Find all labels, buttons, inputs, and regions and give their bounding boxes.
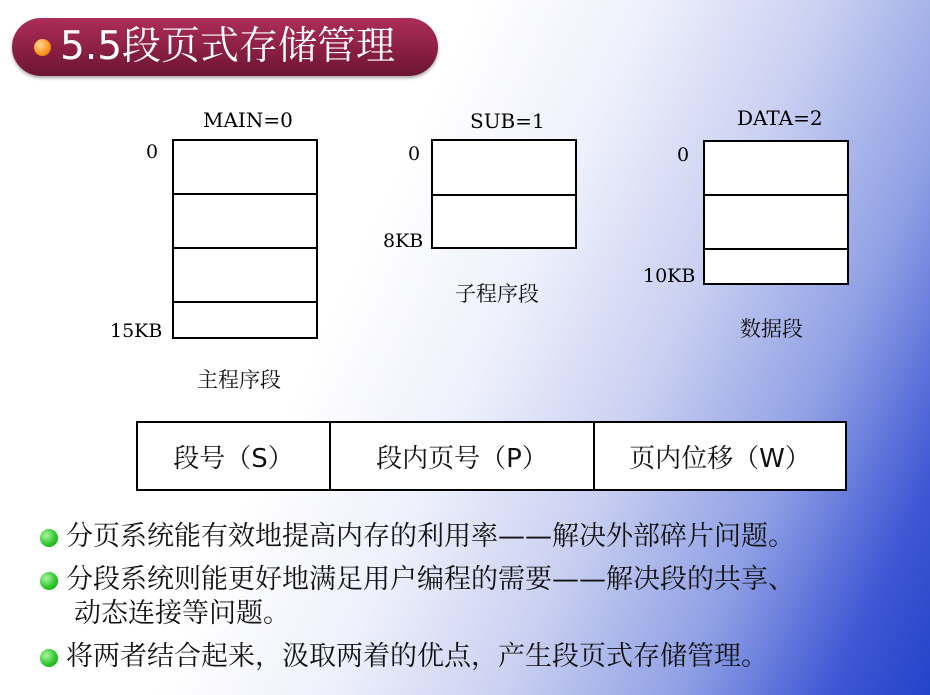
segment-data-start: 0 [677,144,690,166]
bullet-text: 将两者结合起来，汲取两着的优点，产生段页式存储管理。 [66,641,768,672]
bullet-item [38,563,928,631]
segment-number-cell: 段号（S） [138,423,331,489]
segment-sub-box [431,139,577,249]
page-block [433,141,575,196]
page-block [174,141,316,195]
green-bullet-icon [40,649,58,667]
segment-data-end: 10KB [643,265,696,287]
segment-data-caption: 数据段 [740,317,803,341]
segment-data-label: DATA=2 [737,106,823,130]
segment-main-end: 15KB [110,320,163,342]
bullet-text-continuation: 动态连接等问题。 [74,598,290,629]
segment-main-caption: 主程序段 [197,368,281,392]
segment-sub-end: 8KB [383,230,424,252]
bullet-list [38,520,928,674]
green-bullet-icon [40,529,58,547]
bullet-item [38,640,928,674]
title-banner [12,18,438,76]
bullet-item [38,520,928,554]
bullet-text: 分页系统能有效地提高内存的利用率——解决外部碎片问题。 [66,521,795,552]
page-block [705,142,847,196]
green-bullet-icon [40,572,58,590]
segment-main-box [172,139,318,339]
address-format-table [136,421,847,491]
segment-main-start: 0 [146,141,159,163]
title-bullet-icon [34,39,51,56]
segment-main-label: MAIN=0 [203,108,293,132]
segment-sub-start: 0 [408,143,421,165]
page-title: 5.5段页式存储管理 [60,24,396,69]
segment-sub-label: SUB=1 [470,109,545,133]
segment-sub-caption: 子程序段 [455,282,539,306]
page-offset-cell: 页内位移（W） [629,443,811,474]
page-number-cell: 段内页号（P） [331,423,595,489]
page-block [174,195,316,249]
page-block [705,196,847,250]
segment-data-box [703,140,849,285]
page-block [174,249,316,303]
bullet-text: 分段系统则能更好地满足用户编程的需要——解决段的共享、 [66,564,795,595]
